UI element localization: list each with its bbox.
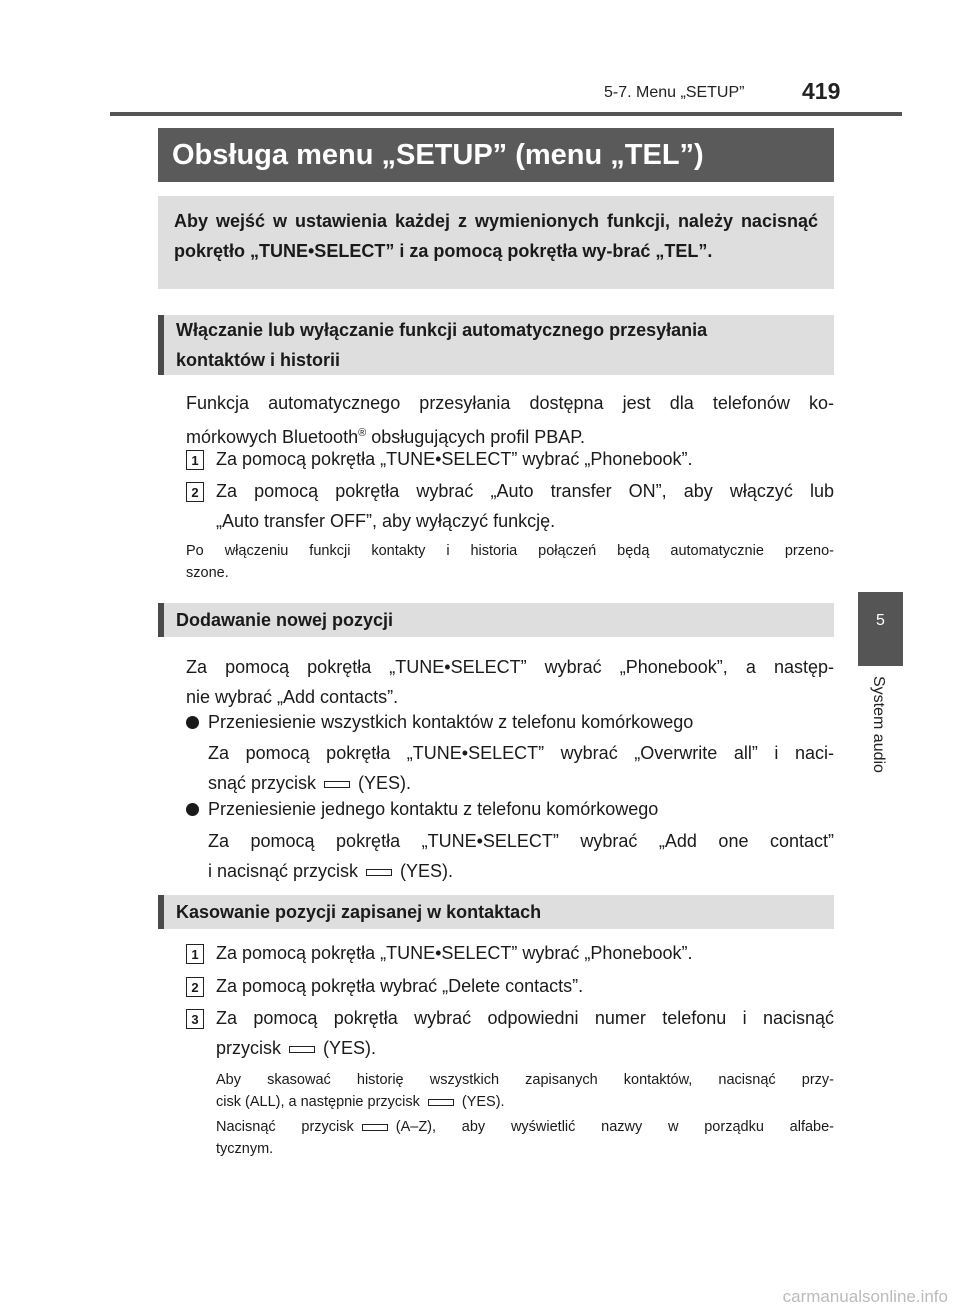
section1-note bbox=[186, 540, 834, 584]
step-number-badge: 1 bbox=[186, 944, 204, 964]
text-span: i nacisnąć przycisk bbox=[208, 861, 359, 881]
button-icon bbox=[289, 1046, 315, 1053]
page-number: 419 bbox=[802, 78, 841, 104]
note-line bbox=[216, 1091, 834, 1113]
bullet-dot bbox=[186, 716, 199, 729]
section2-paragraph bbox=[186, 652, 834, 712]
text-span: snąć przycisk bbox=[208, 773, 317, 793]
section-heading-auto-transfer bbox=[158, 315, 834, 375]
text-span: przycisk bbox=[216, 1038, 282, 1058]
step-text bbox=[216, 476, 834, 536]
paragraph-line: nie wybrać „Add contacts”. bbox=[186, 687, 399, 707]
watermark: carmanualsonline.info bbox=[782, 1287, 948, 1306]
section-heading-line: Włączanie lub wyłączanie funkcji automatycznego przesyłania bbox=[176, 320, 708, 340]
note-line: tycznym. bbox=[216, 1141, 274, 1157]
paragraph-line: Funkcja automatycznego przesyłania dostępna jest dla telefonów ko- bbox=[186, 393, 834, 413]
section-heading-delete-contact: Kasowanie pozycji zapisanej w kontaktach bbox=[158, 895, 834, 929]
step-text: Za pomocą pokrętła „TUNE•SELECT” wybrać „Phonebook”. bbox=[216, 449, 693, 469]
text-span: (YES). bbox=[400, 861, 454, 881]
step-number-badge: 2 bbox=[186, 977, 204, 997]
step-text bbox=[216, 1003, 834, 1063]
bullet-body bbox=[208, 738, 834, 798]
step-number-badge: 2 bbox=[186, 482, 204, 502]
button-icon bbox=[428, 1099, 454, 1106]
step-line: Za pomocą pokrętła wybrać odpowiedni numer telefonu i nacisnąć bbox=[216, 1008, 834, 1028]
text-span: (YES). bbox=[323, 1038, 377, 1058]
bullet-line: Za pomocą pokrętła „TUNE•SELECT” wybrać „Add one contact” bbox=[208, 831, 834, 851]
section3-note-az bbox=[216, 1116, 834, 1160]
bullet-dot bbox=[186, 803, 199, 816]
text-span: (YES). bbox=[461, 1094, 505, 1110]
step-number-badge: 3 bbox=[186, 1009, 204, 1029]
step-line: „Auto transfer OFF”, aby wyłączyć funkcję. bbox=[216, 511, 556, 531]
button-icon bbox=[324, 781, 350, 788]
note-line: Po włączeniu funkcji kontakty i historia połączeń będą automatycznie przeno- bbox=[186, 543, 834, 559]
bullet-title: Przeniesienie wszystkich kontaktów z telefonu komórkowego bbox=[208, 712, 694, 732]
section1-paragraph bbox=[186, 388, 834, 452]
note-line: Aby skasować historię wszystkich zapisanych kontaktów, nacisnąć przy- bbox=[216, 1072, 834, 1088]
step-line: Za pomocą pokrętła wybrać „Auto transfer ON”, aby włączyć lub bbox=[216, 481, 834, 501]
bullet-line bbox=[208, 856, 834, 886]
text-span: cisk (ALL), a następnie przycisk bbox=[216, 1094, 420, 1110]
note-line: szone. bbox=[186, 565, 229, 581]
text-span: obsługujących profil PBAP. bbox=[366, 427, 585, 447]
text-span: (A–Z), aby wyświetlić nazwy w porządku alfabe- bbox=[395, 1119, 834, 1135]
step-text: Za pomocą pokrętła wybrać „Delete contacts”. bbox=[216, 976, 584, 996]
intro-box: Aby wejść w ustawienia każdej z wymienionych funkcji, należy nacisnąć pokrętło „TUNE•SELECT” i za pomocą pokrętła wy-brać „TEL”. bbox=[158, 196, 834, 289]
text-span: (YES). bbox=[358, 773, 412, 793]
bullet-line: Za pomocą pokrętła „TUNE•SELECT” wybrać „Overwrite all” i naci- bbox=[208, 743, 834, 763]
button-icon bbox=[366, 869, 392, 876]
bullet-title: Przeniesienie jednego kontaktu z telefonu komórkowego bbox=[208, 799, 659, 819]
step-number-badge: 1 bbox=[186, 450, 204, 470]
chapter-label: System audio bbox=[870, 676, 887, 773]
header-rule bbox=[110, 112, 902, 116]
section-heading-line: kontaktów i historii bbox=[176, 350, 341, 370]
button-icon bbox=[362, 1124, 388, 1131]
text-span: Nacisnąć przycisk bbox=[216, 1119, 354, 1135]
step-text: Za pomocą pokrętła „TUNE•SELECT” wybrać „Phonebook”. bbox=[216, 943, 693, 963]
page-title: Obsługa menu „SETUP” (menu „TEL”) bbox=[158, 128, 834, 182]
section3-note-all bbox=[216, 1069, 834, 1113]
running-header-section: 5-7. Menu „SETUP” bbox=[604, 84, 745, 101]
note-line bbox=[216, 1116, 834, 1138]
registered-mark: ® bbox=[358, 427, 367, 439]
step-line bbox=[216, 1033, 834, 1063]
text-span: mórkowych Bluetooth bbox=[186, 427, 359, 447]
paragraph-line: Za pomocą pokrętła „TUNE•SELECT” wybrać „Phonebook”, a następ- bbox=[186, 657, 834, 677]
chapter-number: 5 bbox=[876, 612, 885, 629]
bullet-body bbox=[208, 826, 834, 886]
section-heading-add-contact: Dodawanie nowej pozycji bbox=[158, 603, 834, 637]
